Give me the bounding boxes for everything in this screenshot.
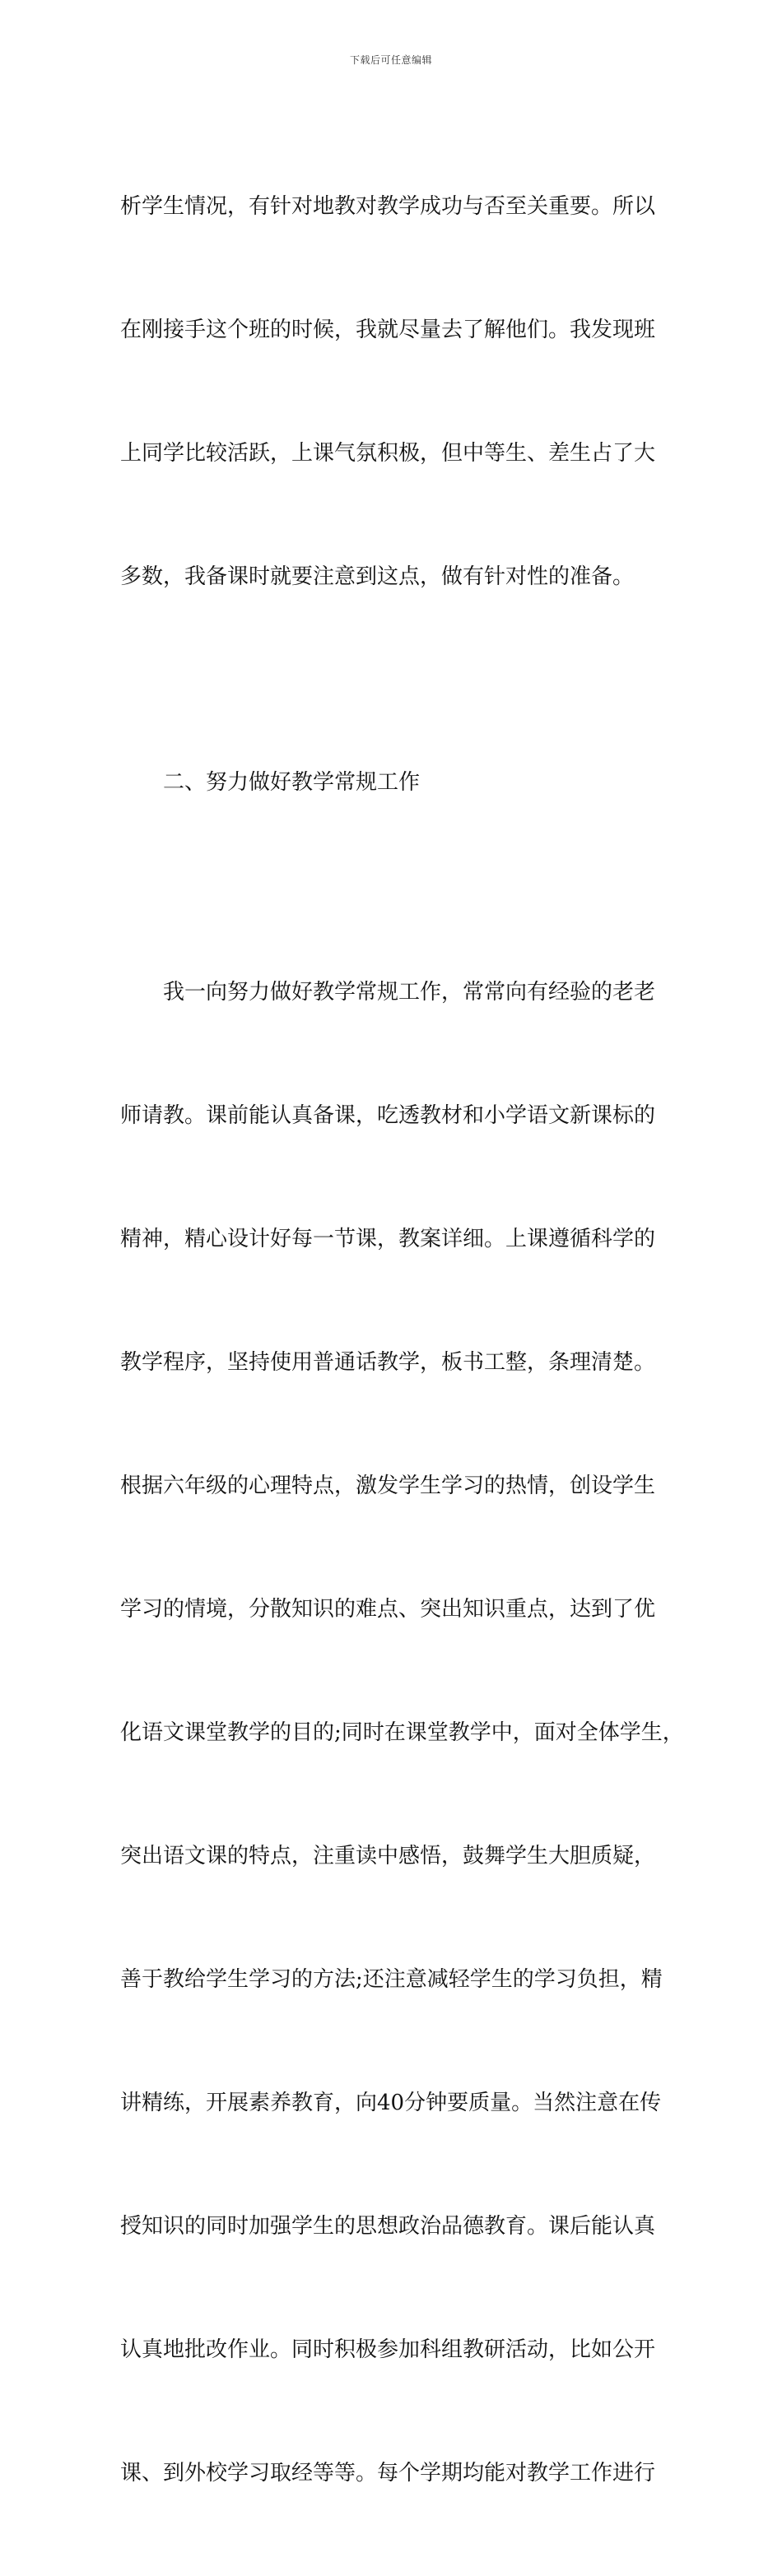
section-heading: 二、努力做好教学常规工作: [163, 770, 421, 795]
text-line: 多数，我备课时就要注意到这点，做有针对性的准备。: [120, 564, 635, 589]
text-line: 课、到外校学习取经等等。每个学期均能对教学工作进行: [120, 2461, 656, 2485]
text-line: 突出语文课的特点，注重读中感悟，鼓舞学生大胆质疑，: [120, 1844, 656, 1868]
text-line: 授知识的同时加强学生的思想政治品德教育。课后能认真: [120, 2214, 656, 2239]
text-line: 精神，精心设计好每一节课，教案详细。上课遵循科学的: [120, 1227, 656, 1251]
text-line: 根据六年级的心理特点，激发学生学习的热情，创设学生: [120, 1474, 656, 1498]
text-line: 上同学比较活跃，上课气氛积极，但中等生、差生占了大: [120, 441, 656, 466]
paragraph-teaching-routine: [120, 889, 684, 2576]
text-line: 善于教给学生学习的方法;还注意减轻学生的学习负担，精: [120, 1967, 663, 1992]
page-header-note: 下载后可任意编辑: [349, 54, 432, 66]
text-line: 化语文课堂教学的目的;同时在课堂教学中，面对全体学生，: [120, 1720, 684, 1745]
text-line: 师请教。课前能认真备课，吃透教材和小学语文新课标的: [120, 1103, 656, 1128]
paragraph-student-analysis: [120, 104, 680, 680]
document-body: [120, 104, 684, 2576]
text-line: 我一向努力做好教学常规工作，常常向有经验的老老: [163, 980, 656, 1005]
text-line: 在刚接手这个班的时候，我就尽量去了解他们。我发现班: [120, 318, 656, 342]
text-line: 讲精练，开展素养教育，向40分钟要质量。当然注意在传: [120, 2091, 662, 2115]
text-line: 学习的情境，分散知识的难点、突出知识重点，达到了优: [120, 1597, 656, 1622]
text-line: 认真地批改作业。同时积极参加科组教研活动，比如公开: [120, 2337, 656, 2362]
text-line: 析学生情况，有针对地教对教学成功与否至关重要。所以: [120, 194, 656, 219]
text-line: 教学程序，坚持使用普通话教学，板书工整，条理清楚。: [120, 1350, 656, 1375]
